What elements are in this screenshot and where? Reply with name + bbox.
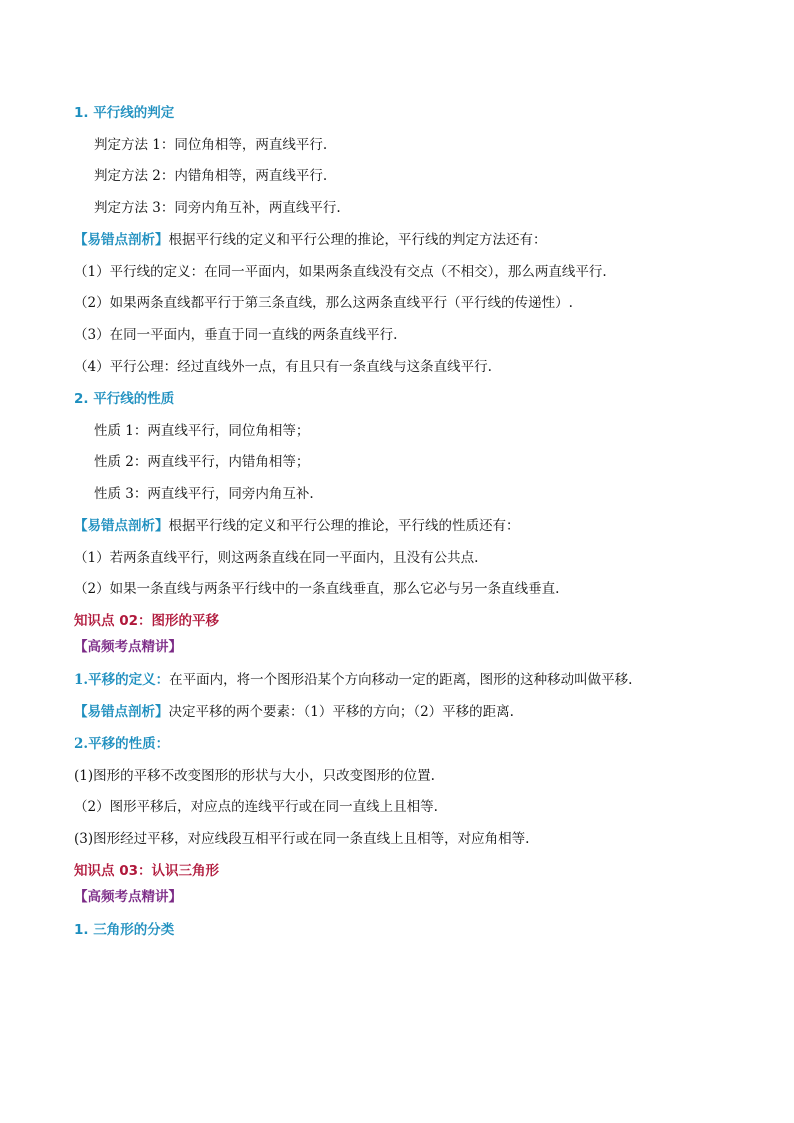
k2-item-3: (3)图形经过平移，对应线段互相平行或在同一条直线上且相等，对应角相等. xyxy=(74,831,530,847)
s1-item-1: （1）平行线的定义：在同一平面内，如果两条直线没有交点（不相交），那么两直线平行. xyxy=(74,264,607,280)
s1-method-2: 判定方法 2：内错角相等，两直线平行. xyxy=(94,168,328,184)
s1-heading: 1. 平行线的判定 xyxy=(74,105,175,121)
k2-item-2: （2）图形平移后，对应点的连线平行或在同一直线上且相等. xyxy=(74,799,438,815)
s2-tag-line xyxy=(74,517,520,535)
k3-heading: 1. 三角形的分类 xyxy=(74,922,175,938)
k2-def-text: 在平面内，将一个图形沿某个方向移动一定的距离，图形的这种移动叫做平移. xyxy=(169,672,633,688)
k2-def-label: 1.平移的定义： xyxy=(74,672,170,688)
s1-tag: 【易错点剖析】 xyxy=(74,232,169,248)
k2-item-1: (1)图形的平移不改变图形的形状与大小，只改变图形的位置. xyxy=(74,768,435,784)
s1-item-2: （2）如果两条直线都平行于第三条直线，那么这两条直线平行（平行线的传递性）. xyxy=(74,295,573,311)
s2-prop-1: 性质 1：两直线平行，同位角相等； xyxy=(94,423,310,439)
k2-def-line xyxy=(74,671,632,689)
s1-item-4: （4）平行公理：经过直线外一点，有且只有一条直线与这条直线平行. xyxy=(74,359,492,375)
s1-tag-text: 根据平行线的定义和平行公理的推论，平行线的判定方法还有： xyxy=(168,232,547,248)
s1-method-3: 判定方法 3：同旁内角互补，两直线平行. xyxy=(94,200,341,216)
s2-prop-2: 性质 2：两直线平行，内错角相等； xyxy=(94,454,310,470)
k2-title: 知识点 02：图形的平移 xyxy=(74,613,219,629)
s2-heading: 2. 平行线的性质 xyxy=(74,391,175,407)
s2-tag: 【易错点剖析】 xyxy=(74,518,169,534)
s2-prop-3: 性质 3：两直线平行，同旁内角互补. xyxy=(94,486,314,502)
s2-item-2: （2）如果一条直线与两条平行线中的一条直线垂直，那么它必与另一条直线垂直. xyxy=(74,581,560,597)
k3-sub: 【高频考点精讲】 xyxy=(74,889,182,905)
s1-tag-line xyxy=(74,231,547,249)
s1-item-3: （3）在同一平面内，垂直于同一直线的两条直线平行. xyxy=(74,327,398,343)
k2-tag-line xyxy=(74,703,514,721)
k2-prop-label: 2.平移的性质： xyxy=(74,736,170,752)
s1-method-1: 判定方法 1：同位角相等，两直线平行. xyxy=(94,137,328,153)
k2-tag: 【易错点剖析】 xyxy=(74,704,169,720)
k2-tag-text: 决定平移的两个要素：（1）平移的方向；（2）平移的距离. xyxy=(168,704,514,720)
s2-tag-text: 根据平行线的定义和平行公理的推论，平行线的性质还有： xyxy=(168,518,520,534)
s2-item-1: （1）若两条直线平行，则这两条直线在同一平面内，且没有公共点. xyxy=(74,550,479,566)
k3-title: 知识点 03：认识三角形 xyxy=(74,863,219,879)
k2-sub: 【高频考点精讲】 xyxy=(74,639,182,655)
